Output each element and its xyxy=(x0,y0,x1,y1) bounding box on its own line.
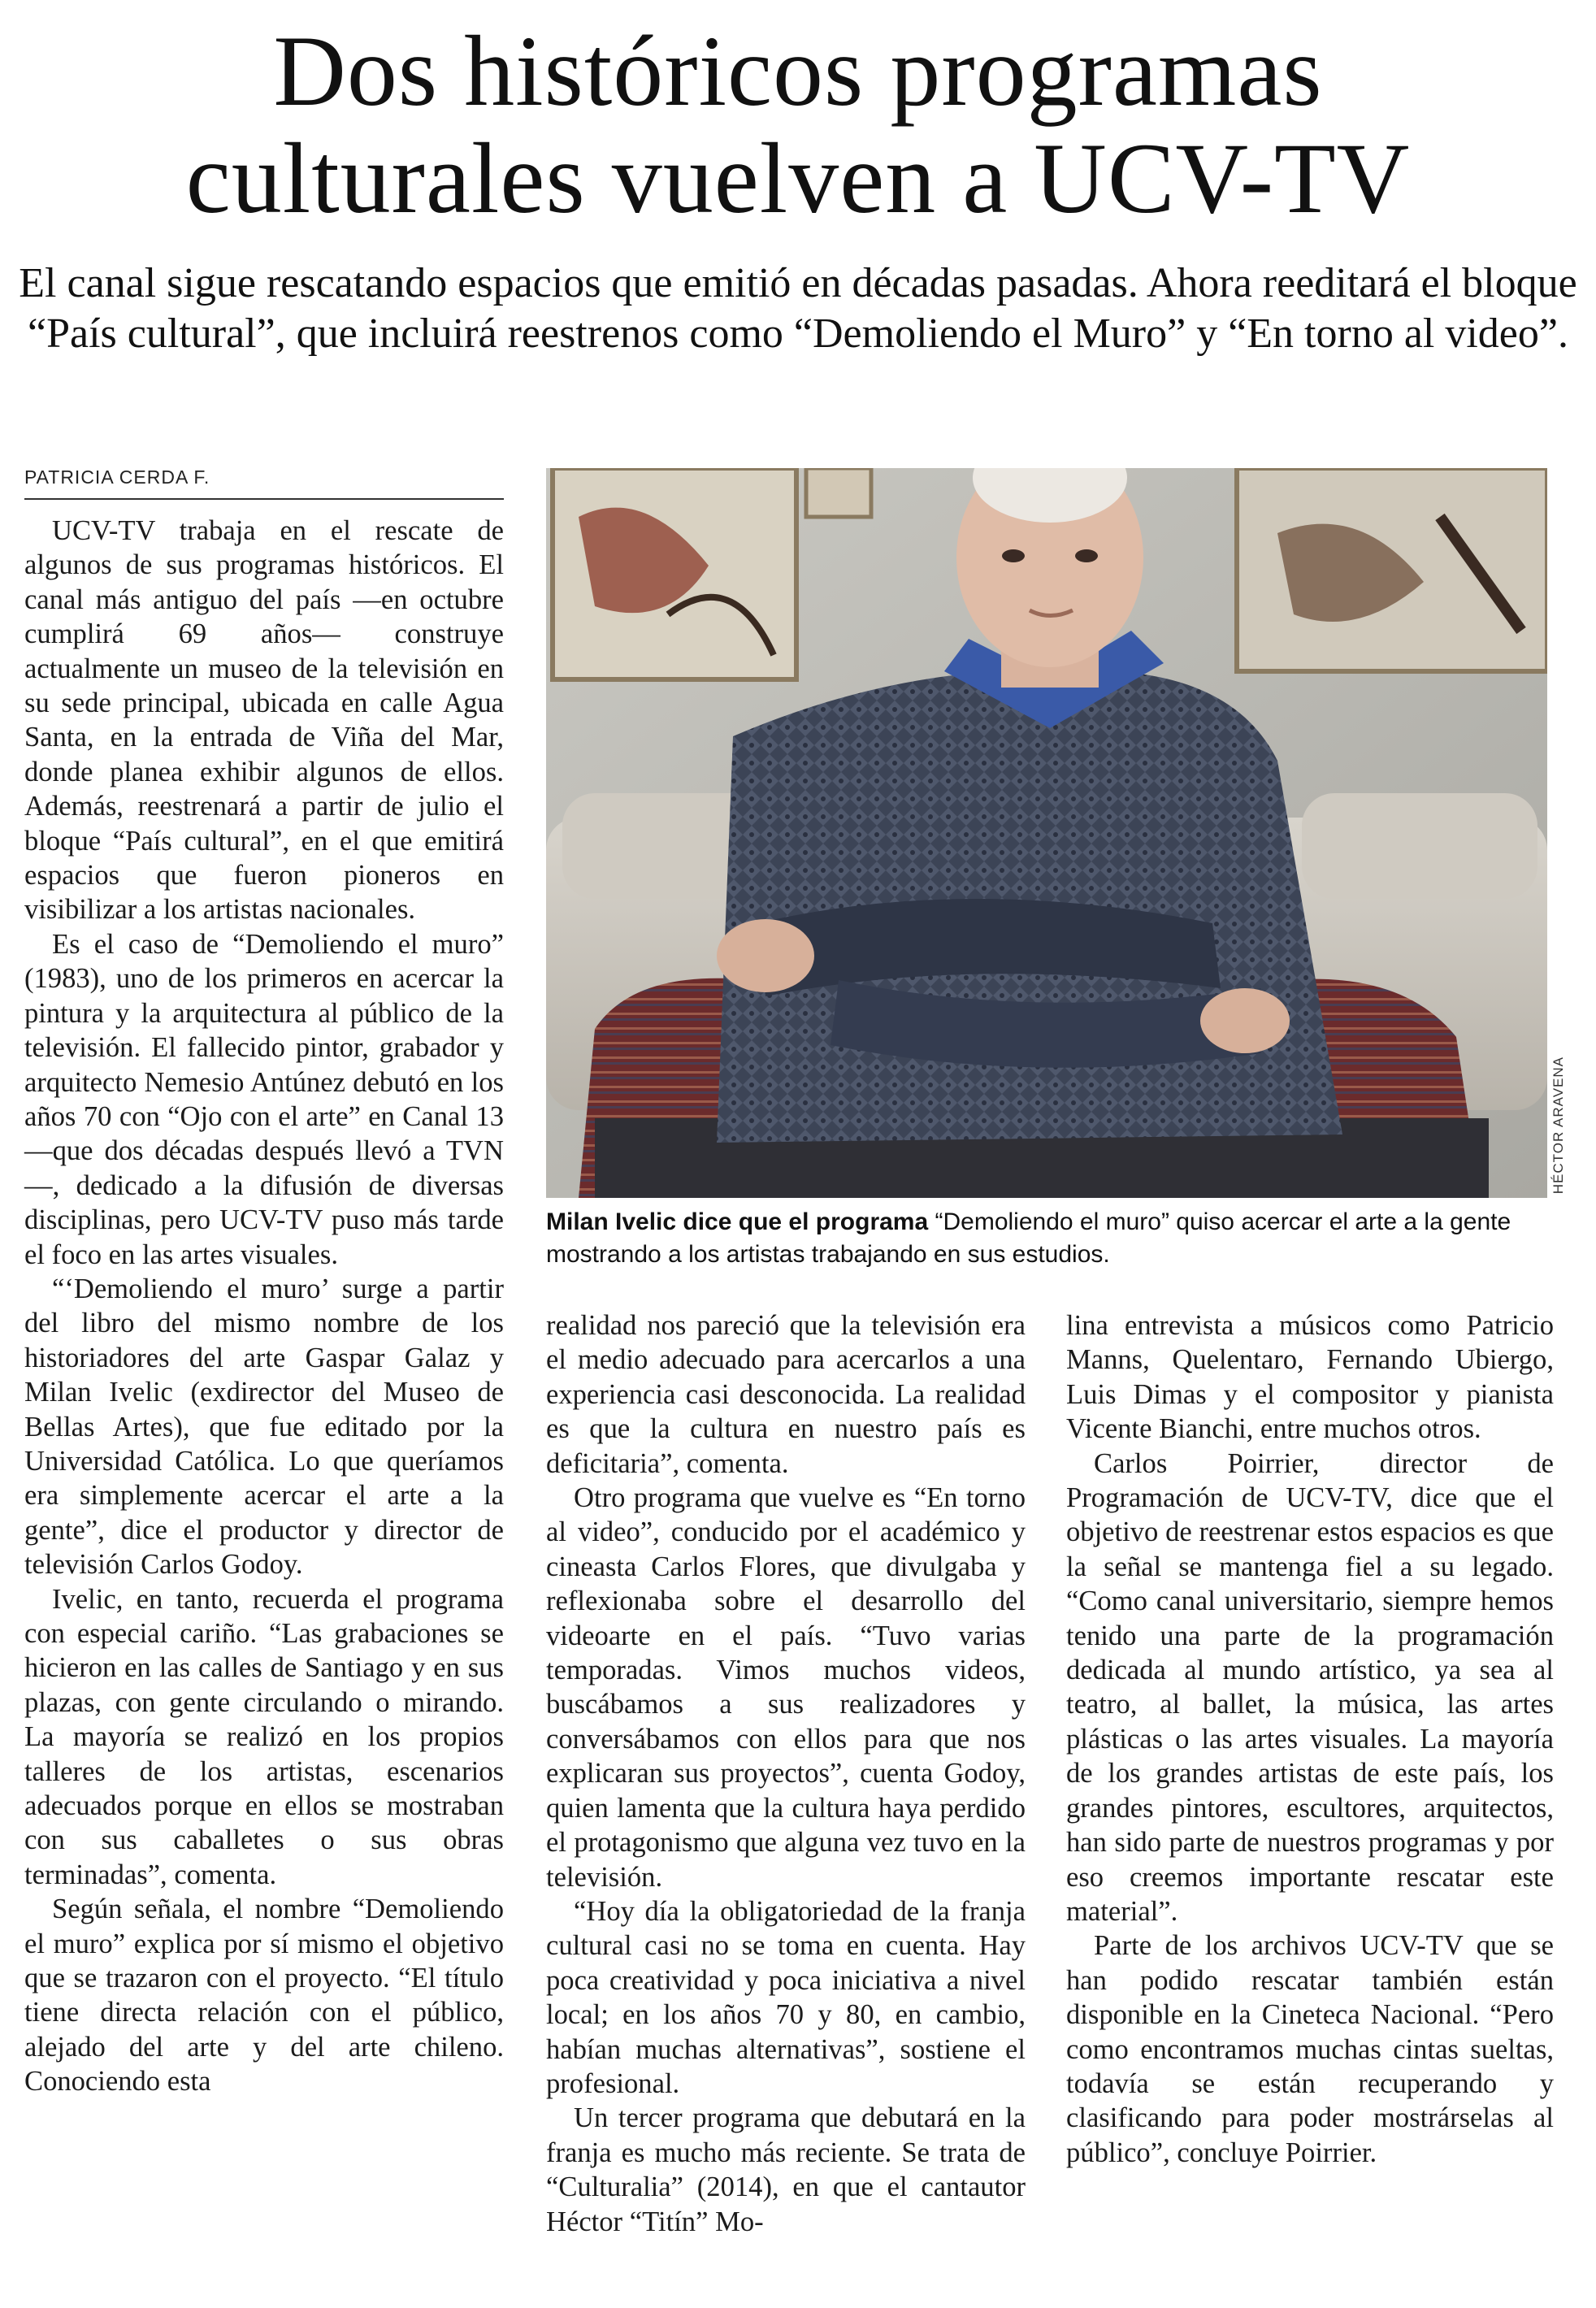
paragraph: “Hoy día la obligatoriedad de la franja cultural casi no se toma en cuenta. Hay poca creatividad y poca iniciativa a nivel local; en los años 70 y 80, en cambio, habían muchas alternativas”, sostiene el profesional. xyxy=(546,1895,1026,2099)
body-column-2 xyxy=(546,1308,1026,2239)
photo-credit: HÉCTOR ARAVENA xyxy=(1550,1056,1566,1195)
paragraph: Un tercer programa que debutará en la franja es mucho más reciente. Se trata de “Culturalia” (2014), en que el cantautor Héctor “Titín” Mo- xyxy=(546,2102,1026,2237)
paragraph: “‘Demoliendo el muro’ surge a partir del libro del mismo nombre de los historiadores del arte Gaspar Galaz y Milan Ivelic (exdirector del Museo de Bellas Artes), que fue editado por la Universidad Católica. Lo que queríamos era simplemente acercar el arte a la gente”, dice el productor y director de televisión Carlos Godoy. xyxy=(24,1273,504,1581)
paragraph: Es el caso de “Demoliendo el muro” (1983), uno de los primeros en acercar la pintura y la arquitectura al público de la televisión. El fallecido pintor, grabador y arquitecto Nemesio Antúnez debutó en los años 70 con “Ojo con el arte” en Canal 13 —que dos décadas después llevó a TVN—, dedicado a la difusión de diversas disciplinas, pero UCV-TV puso más tarde el foco en las artes visuales. xyxy=(24,928,504,1270)
byline: PATRICIA CERDA F. xyxy=(24,466,504,500)
paragraph: Ivelic, en tanto, recuerda el programa con especial cariño. “Las grabaciones se hicieron en las calles de Santiago y en sus plazas, con gente circulando o mirando. La mayoría se realizó en los propios talleres de los artistas, escenarios adecuados porque en ellos se mostraban con sus caballetes o sus obras terminadas”, comenta. xyxy=(24,1583,504,1890)
paragraph: UCV-TV trabaja en el rescate de algunos de sus programas históricos. El canal más antiguo del país —en octubre cumplirá 69 años— construye actualmente un museo de la televisión en su sede principal, ubicada en calle Agua Santa, en la entrada de Viña del Mar, donde planea exhibir algunos de ellos. Además, reestrenará a partir de julio el bloque “País cultural”, en el que emitirá espacios que fueron pioneros en visibilizar a los artistas nacionales. xyxy=(24,515,504,926)
caption-lead: Milan Ivelic dice que el programa xyxy=(546,1208,929,1235)
headline-line-1: Dos históricos programas xyxy=(273,15,1323,127)
deck-subtitle: El canal sigue rescatando espacios que emitió en décadas pasadas. Ahora reeditará el bloque “País cultural”, que incluirá reestrenos como “Demoliendo el Muro” y “En torno al video”. xyxy=(19,260,1577,357)
paragraph: Parte de los archivos UCV-TV que se han podido rescatar también están disponible en la Cineteca Nacional. “Pero como encontramos muchas cintas sueltas, todavía se están recuperando y clasificando para poder mostrárselas al público”, concluye Poirrier. xyxy=(1066,1930,1554,2168)
headline xyxy=(33,15,1563,234)
headline-line-2: culturales vuelven a UCV-TV xyxy=(185,123,1411,234)
body-column-1 xyxy=(24,514,504,2099)
paragraph: Carlos Poirrier, director de Programación de UCV-TV, dice que el objetivo de reestrenar estos espacios es que la señal se mantenga fiel a su legado. “Como canal universitario, siempre hemos tenido una parte de la programación dedicada al mundo artístico, ya sea al teatro, al ballet, la música, las artes plásticas o las artes visuales. La mayoría de los grandes artistas de este país, los grandes pintores, escultores, arquitectos, han sido parte de nuestros programas y por eso creemos importante rescatar este material”. xyxy=(1066,1447,1554,1927)
caption-text: “Demoliendo el muro” quiso acercar el arte a la gente mostrando a los artistas trabajando en sus estudios. xyxy=(546,1208,1511,1268)
paragraph: Otro programa que vuelve es “En torno al video”, conducido por el académico y cineasta Carlos Flores, que divulgaba y reflexionaba sobre el desarrollo del videoarte en el país. “Tuvo varias temporadas. Vimos muchos videos, buscábamos a sus realizadores y conversábamos con ellos para que nos explicaran sus proyectos”, cuenta Godoy, quien lamenta que la cultura haya perdido el protagonismo que alguna vez tuvo en la televisión. xyxy=(546,1482,1026,1893)
paragraph: lina entrevista a músicos como Patricio Manns, Quelentaro, Fernando Ubiergo, Luis Dimas y el compositor y pianista Vicente Bianchi, entre muchos otros. xyxy=(1066,1310,1554,1445)
photo-caption xyxy=(546,1206,1554,1271)
paragraph: Según señala, el nombre “Demoliendo el muro” explica por sí mismo el objetivo que se trazaron con el proyecto. “El título tiene directa relación con el público, alejado del arte y del arte chileno. Conociendo esta xyxy=(24,1894,504,2098)
body-column-3 xyxy=(1066,1308,1554,2170)
portrait-illustration xyxy=(546,468,1547,1198)
portrait-photo xyxy=(546,468,1547,1198)
paragraph: realidad nos pareció que la televisión era el medio adecuado para acercarlos a una experiencia casi desconocida. La realidad es que la cultura en nuestro país es deficitaria”, comenta. xyxy=(546,1310,1026,1479)
